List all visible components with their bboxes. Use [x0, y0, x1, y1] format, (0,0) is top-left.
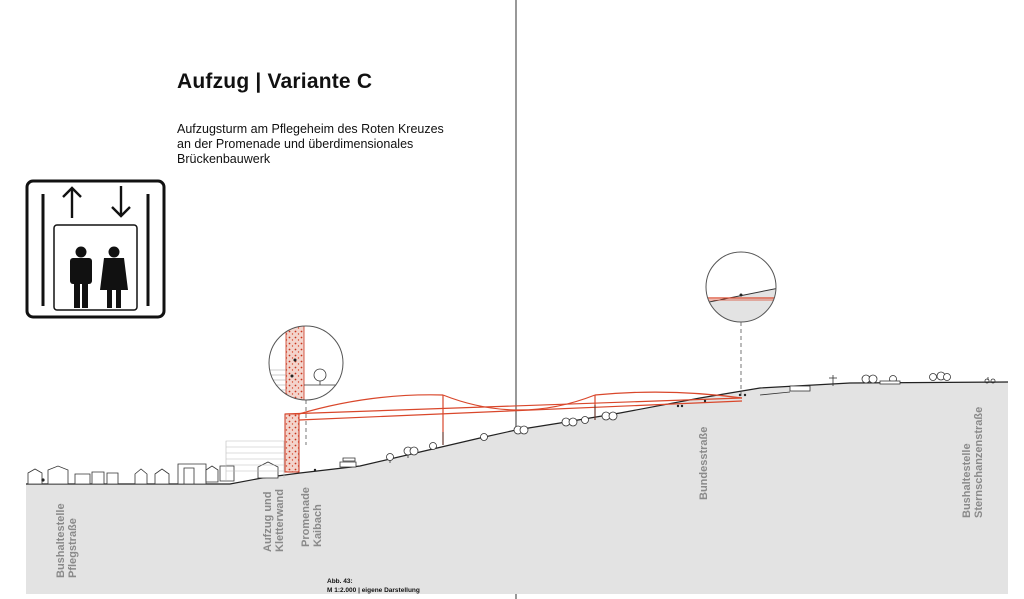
- elevator-icon: [27, 181, 164, 317]
- elevator-tower: [285, 414, 299, 472]
- page-title: Aufzug | Variante C: [177, 70, 373, 93]
- subtitle-line-1: Aufzugsturm am Pflegeheim des Roten Kreuzes: [177, 122, 444, 136]
- label-bushaltestelle-pflegstrasse: Bushaltestelle Pflegstraße: [55, 503, 79, 578]
- figure-caption: [327, 577, 420, 595]
- subtitle-line-3: Brückenbauwerk: [177, 152, 271, 166]
- terrain-ground: [26, 382, 1008, 594]
- detail-bubble-left: [268, 325, 348, 445]
- caption-line-1: Abb. 43:: [327, 578, 353, 585]
- caption-line-2: M 1:2.000 | eigene Darstellung: [327, 587, 420, 594]
- subtitle-line-2: an der Promenade und überdimensionales: [177, 137, 414, 151]
- label-bundesstrasse: Bundesstraße: [698, 426, 710, 500]
- label-aufzug-kletterwand: Aufzug und Kletterwand: [262, 489, 286, 552]
- label-promenade-kaibach: Promenade Kaibach: [300, 487, 324, 547]
- label-bushaltestelle-sternschanzenstrasse: Bushaltestelle Sternschanzenstraße: [961, 406, 985, 518]
- detail-bubble-right: [704, 250, 779, 396]
